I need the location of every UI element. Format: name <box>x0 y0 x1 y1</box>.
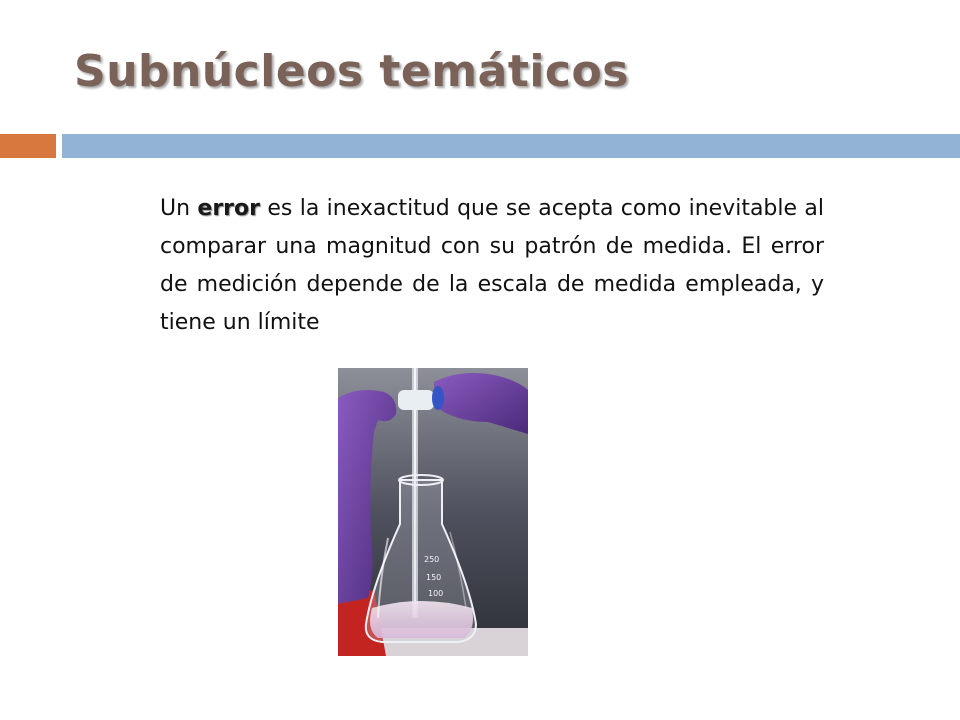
body-paragraph <box>160 190 824 342</box>
flask-mark-100: 100 <box>428 589 444 598</box>
slide-title: Subnúcleos temáticos <box>74 46 629 97</box>
accent-bar-blue <box>62 134 960 158</box>
paragraph-rest: es la inexactitud que se acepta como inevitable al comparar una magnitud con su patrón de medida. El error de medición depende de la escala de medida empleada, y tiene un límite <box>160 196 824 335</box>
emphasized-term: error <box>197 196 260 221</box>
flask-mark-250: 250 <box>424 555 440 564</box>
flask-mark-150: 150 <box>426 573 442 582</box>
accent-bar-orange <box>0 134 56 158</box>
paragraph-lead: Un <box>160 196 198 221</box>
lab-flask-photo <box>338 368 528 656</box>
